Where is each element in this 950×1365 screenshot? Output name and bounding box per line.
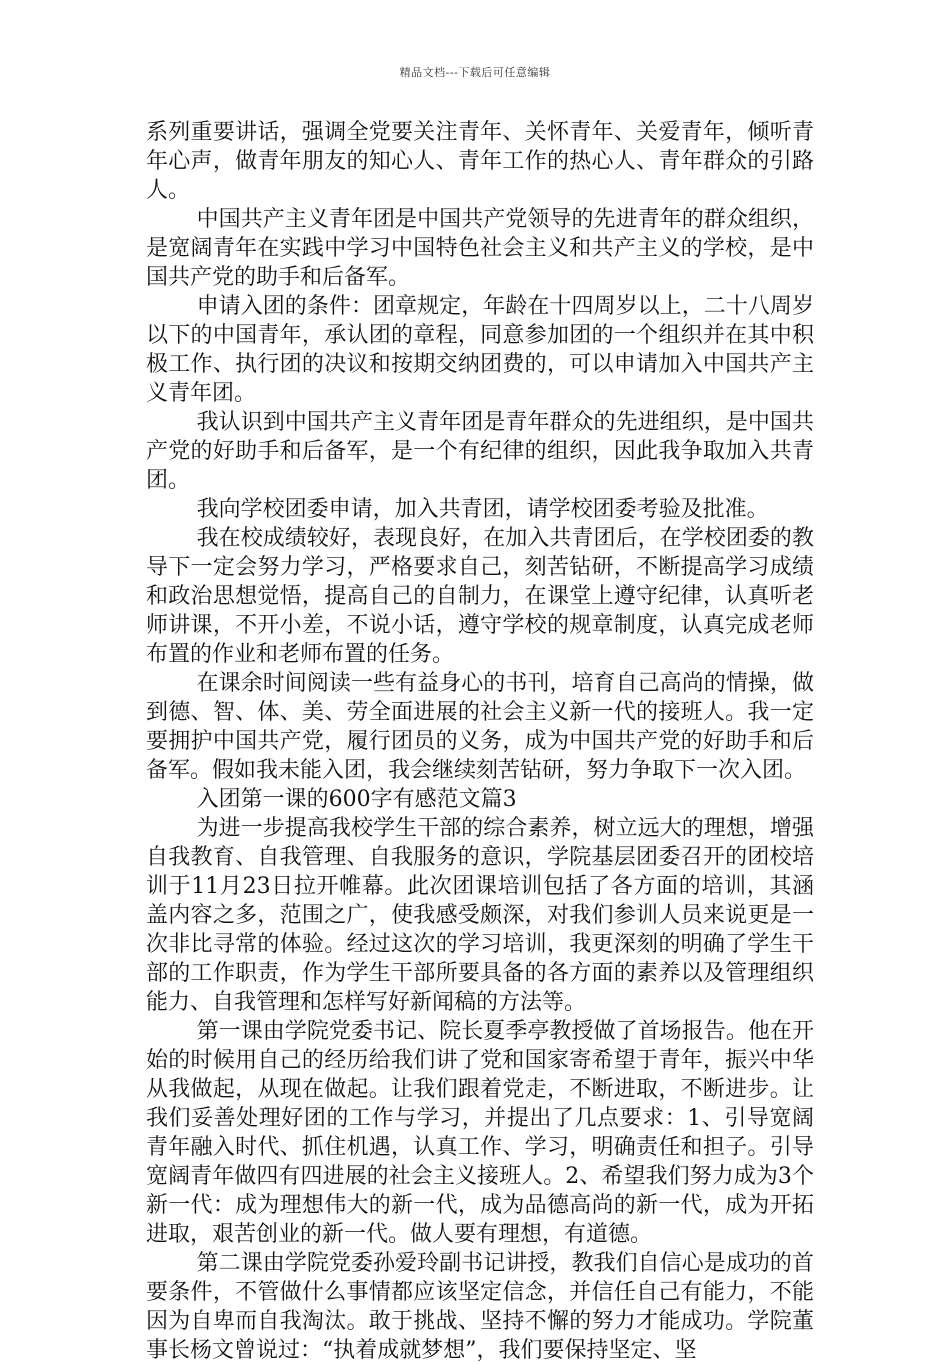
paragraph-5: 我向学校团委申请，加入共青团，请学校团委考验及批准。 xyxy=(196,497,769,522)
paragraph-10: 第二课由学院党委孙爱玲副书记讲授，教我们自信心是成功的首要条件，不管做什么事情都应该坚定信念，并信任自己有能力，不能因为自卑而自我淘汰。敢于挑战、坚持不懈的努力才能成功。学院董事长杨文曾说过：“执着成就梦想”，我们要保持坚定、坚 xyxy=(146,1251,814,1363)
section-title: 入团第一课的600字有感范文篇3 xyxy=(196,787,517,812)
document-body xyxy=(146,118,814,1365)
paragraph-1: 系列重要讲话，强调全党要关注青年、关怀青年、关爱青年，倾听青年心声，做青年朋友的知心人、青年工作的热心人、青年群众的引路人。 xyxy=(146,120,814,203)
paragraph-4: 我认识到中国共产主义青年团是青年群众的先进组织，是中国共产党的好助手和后备军，是一个有纪律的组织，因此我争取加入共青团。 xyxy=(146,410,814,493)
paragraph-7: 在课余时间阅读一些有益身心的书刊，培育自己高尚的情操，做到德、智、体、美、劳全面进展的社会主义新一代的接班人。我一定要拥护中国共产党，履行团员的义务，成为中国共产党的好助手和后备军。假如我未能入团，我会继续刻苦钻研，努力争取下一次入团。 xyxy=(146,671,814,783)
page-header: 精品文档---下载后可任意编辑 xyxy=(399,66,551,79)
paragraph-6: 我在校成绩较好，表现良好，在加入共青团后，在学校团委的教导下一定会努力学习，严格要求自己，刻苦钻研，不断提高学习成绩和政治思想觉悟，提高自己的自制力，在课堂上遵守纪律，认真听老师讲课，不开小差，不说小话，遵守学校的规章制度，认真完成老师布置的作业和老师布置的任务。 xyxy=(146,526,814,667)
paragraph-2: 中国共产主义青年团是中国共产党领导的先进青年的群众组织，是宽阔青年在实践中学习中国特色社会主义和共产主义的学校，是中国共产党的助手和后备军。 xyxy=(146,207,814,290)
paragraph-9: 第一课由学院党委书记、院长夏季亭教授做了首场报告。他在开始的时候用自己的经历给我们讲了党和国家寄希望于青年，振兴中华从我做起，从现在做起。让我们跟着党走，不断进取，不断进步。让我们妥善处理好团的工作与学习，并提出了几点要求：1、引导宽阔青年融入时代、抓住机遇，认真工作、学习，明确责任和担子。引导宽阔青年做四有四进展的社会主义接班人。2、希望我们努力成为3个新一代：成为理想伟大的新一代，成为品德高尚的新一代，成为开拓进取，艰苦创业的新一代。做人要有理想，有道德。 xyxy=(146,1019,814,1247)
paragraph-8: 为进一步提高我校学生干部的综合素养，树立远大的理想，增强自我教育、自我管理、自我服务的意识，学院基层团委召开的团校培训于11月23日拉开帷幕。此次团课培训包括了各方面的培训，其涵盖内容之多，范围之广，使我感受颇深，对我们参训人员来说更是一次非比寻常的体验。经过这次的学习培训，我更深刻的明确了学生干部的工作职责，作为学生干部所要具备的各方面的素养以及管理组织能力、自我管理和怎样写好新闻稿的方法等。 xyxy=(146,816,814,1015)
paragraph-3: 申请入团的条件：团章规定，年龄在十四周岁以上，二十八周岁以下的中国青年，承认团的章程，同意参加团的一个组织并在其中积极工作、执行团的决议和按期交纳团费的，可以申请加入中国共产主义青年团。 xyxy=(146,294,814,406)
